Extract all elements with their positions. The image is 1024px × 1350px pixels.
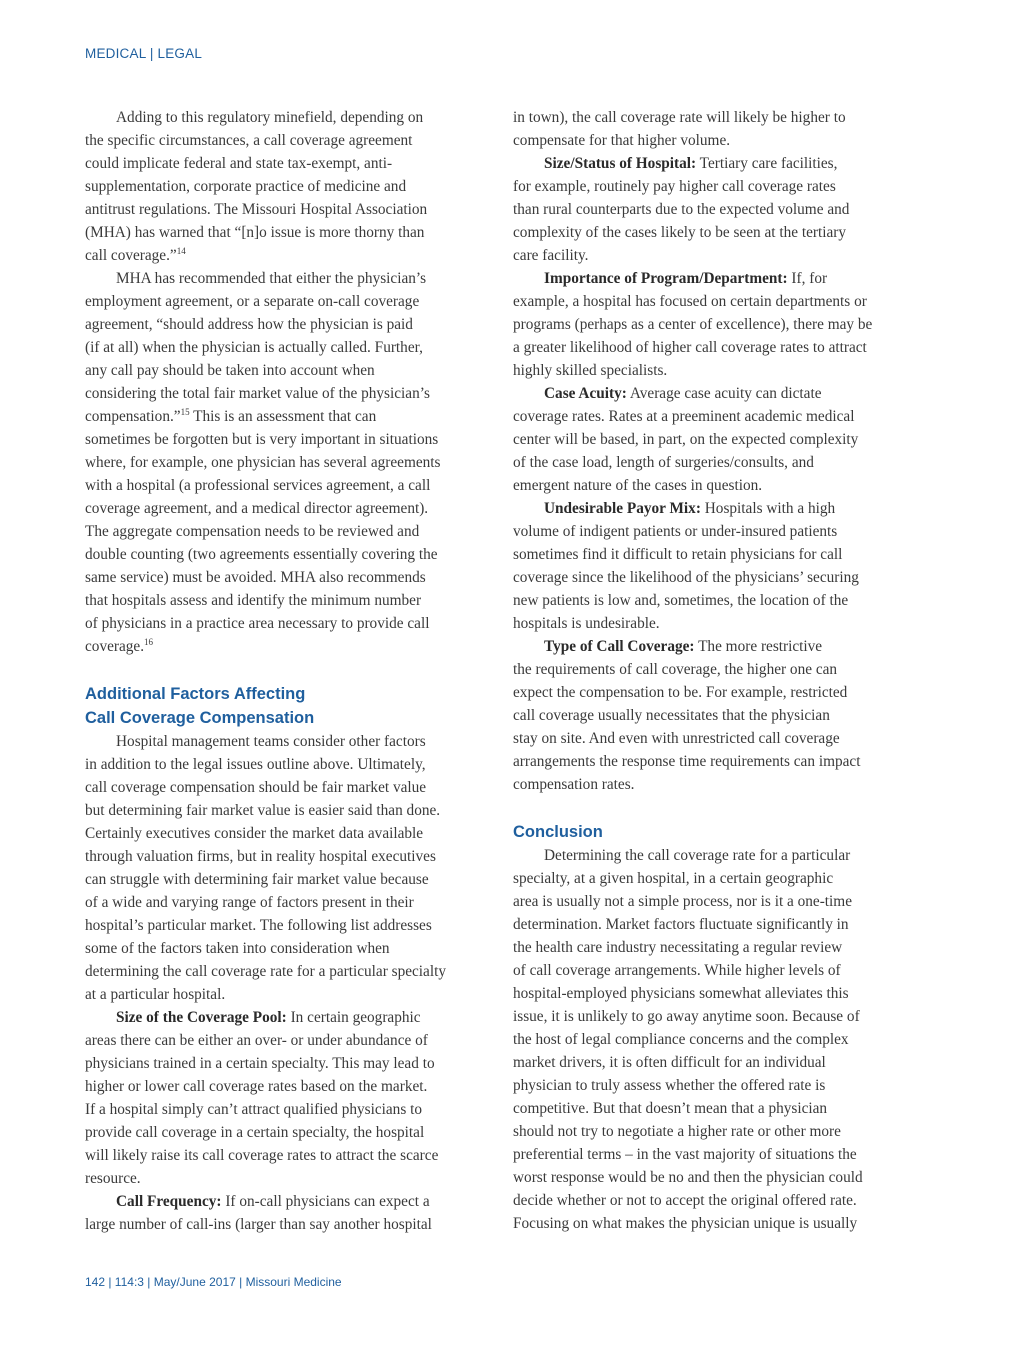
paragraph-regulatory-minefield [85,106,495,244]
paragraph-line: competitive. But that doesn’t mean that a physician [513,1100,828,1117]
paragraph-line: coverage agreement, and a medical director agreement). [85,500,429,517]
paragraph-line: at a particular hospital. [85,986,226,1003]
paragraph-line: where, for example, one physician has several agreements [85,454,441,471]
paragraph-line: will likely raise its call coverage rates to attract the scarce [85,1147,439,1164]
paragraph-line: compensate for that higher volume. [513,132,731,149]
paragraph-line: (MHA) has warned that “[n]o issue is more thorny than [85,224,425,241]
paragraph-line: decide whether or not to accept the original offered rate. [513,1192,857,1209]
paragraph-line: coverage.$^{16}$ [85,637,154,655]
paragraph-line: hospitals is undesirable. [513,615,660,632]
paragraph-line: for example, routinely pay higher call coverage rates [513,178,836,195]
paragraph-line: through valuation firms, but in reality hospital executives [85,848,436,865]
paragraph-call-frequency-cont [513,106,923,152]
factor-undesirable-payor-mix: Undesirable Payor Mix: Hospitals with a high [544,500,836,517]
right-column [513,106,923,1235]
paragraph-line: employment agreement, or a separate on-call coverage [85,293,420,310]
paragraph-line: Determining the call coverage rate for a particular [544,847,851,864]
footnote-ref-16: 16 [144,637,154,647]
left-column [85,106,495,1236]
paragraph-line: considering the total fair market value of the physician’s [85,385,430,402]
paragraph-line: worst response would be no and then the physician could [513,1169,863,1186]
section-heading-conclusion: Conclusion [513,823,603,841]
paragraph-line: Hospital management teams consider other factors [116,733,426,750]
paragraph-line: compensation rates. [513,776,635,793]
factor-size-status-of-hospital: Size/Status of Hospital: Tertiary care facilities, [544,155,838,172]
paragraph-line: compensation.”$^{15}$ This is an assessment that can [85,407,377,425]
paragraph-line: volume of indigent patients or under-insured patients [513,523,838,540]
paragraph-line: complexity of the cases likely to be seen at the tertiary [513,224,847,241]
section-heading-additional-factors: Additional Factors Affecting [85,685,306,703]
paragraph-line: the requirements of call coverage, the higher one can [513,661,838,678]
factor-importance-of-program: Importance of Program/Department: If, for [544,270,828,287]
paragraph-line: higher or lower call coverage rates based on the market. [85,1078,428,1095]
paragraph-payor-mix [513,520,923,635]
footnote-ref-14: 14 [176,246,186,256]
factor-label: Type of Call Coverage: [544,638,695,655]
paragraph-line: the host of legal compliance concerns and the complex [513,1031,849,1048]
paragraph-line: market drivers, it is often difficult for an individual [513,1054,826,1071]
paragraph-line: center will be based, in part, on the expected complexity [513,431,859,448]
factor-label: Undesirable Payor Mix: [544,500,701,517]
paragraph-line: coverage since the likelihood of the physicians’ securing [513,569,859,586]
paragraph-line: call coverage.”$^{14}$ [85,246,186,264]
paragraph-line: of a wide and varying range of factors present in their [85,894,414,911]
paragraph-line: emergent nature of the cases in question. [513,477,763,494]
paragraph-line: of physicians in a practice area necessary to provide call [85,615,430,632]
paragraph-line: some of the factors taken into consideration when [85,940,390,957]
paragraph-line: that hospitals assess and identify the minimum number [85,592,422,609]
factor-call-frequency: Call Frequency: If on-call physicians can expect a [116,1193,430,1210]
paragraph-call-frequency [85,1213,495,1236]
paragraph-line: should not try to negotiate a higher rate or other more [513,1123,841,1140]
paragraph-line: expect the compensation to be. For example, restricted [513,684,848,701]
paragraph-line: determining the call coverage rate for a particular specialty [85,963,446,980]
paragraph-importance-program [513,290,923,382]
paragraph-line: hospital’s particular market. The following list addresses [85,917,432,934]
paragraph-line: with a hospital (a professional services agreement, a call [85,477,431,494]
section-heading-call-coverage-compensation: Call Coverage Compensation [85,709,315,727]
paragraph-line: any call pay should be taken into account when [85,362,375,379]
paragraph-line: If a hospital simply can’t attract qualified physicians to [85,1101,423,1118]
paragraph-line: provide call coverage in a certain specialty, the hospital [85,1124,425,1141]
factor-label: Size/Status of Hospital: [544,155,697,172]
factor-type-of-call-coverage: Type of Call Coverage: The more restrictive [544,638,823,655]
paragraph-line: agreement, “should address how the physician is paid [85,316,413,333]
paragraph-line: same service) must be avoided. MHA also recommends [85,569,426,586]
paragraph-line: issue, it is unlikely to go away anytime soon. Because of [513,1008,860,1025]
paragraph-size-status [513,175,923,267]
factor-label: Size of the Coverage Pool: [116,1009,287,1026]
paragraph-line: sometimes find it difficult to retain physicians for call [513,546,843,563]
paragraph-line: physicians trained in a certain specialty. This may lead to [85,1055,435,1072]
paragraph-management-teams [85,730,495,1006]
paragraph-line: area is usually not a simple process, nor is it a one-time [513,893,852,910]
paragraph-case-acuity [513,405,923,497]
paragraph-line: stay on site. And even with unrestricted call coverage [513,730,840,747]
paragraph-line: double counting (two agreements essentially covering the [85,546,438,563]
paragraph-line: (if at all) when the physician is actually called. Further, [85,339,423,356]
factor-label: Importance of Program/Department: [544,270,788,287]
paragraph-line: supplementation, corporate practice of medicine and [85,178,407,195]
paragraph-line: in addition to the legal issues outline above. Ultimately, [85,756,426,773]
paragraph-line: specialty, at a given hospital, in a certain geographic [513,870,834,887]
factor-label: Case Acuity: [544,385,627,402]
paragraph-line: resource. [85,1170,141,1187]
paragraph-line: areas there can be either an over- or under abundance of [85,1032,428,1049]
paragraph-line: the specific circumstances, a call coverage agreement [85,132,413,149]
paragraph-line: call coverage compensation should be fair market value [85,779,427,796]
factor-case-acuity: Case Acuity: Average case acuity can dictate [544,385,822,402]
paragraph-mha-recommendation [85,267,495,405]
paragraph-line: care facility. [513,247,589,264]
paragraph-line: could implicate federal and state tax-exempt, anti- [85,155,393,172]
footnote-ref-15: 15 [180,407,190,417]
paragraph-type-of-call-coverage [513,658,923,796]
paragraph-line: call coverage usually necessitates that the physician [513,707,830,724]
paragraph-line: in town), the call coverage rate will likely be higher to [513,109,846,126]
factor-label: Call Frequency: [116,1193,222,1210]
paragraph-line: the health care industry necessitating a regular review [513,939,843,956]
paragraph-line: than rural counterparts due to the expected volume and [513,201,850,218]
paragraph-line: example, a hospital has focused on certain departments or [513,293,867,310]
paragraph-coverage-pool [85,1029,495,1190]
page-footer: 142 | 114:3 | May/June 2017 | Missouri Medicine [85,1275,342,1289]
paragraph-line: highly skilled specialists. [513,362,668,379]
paragraph-line: large number of call-ins (larger than say another hospital [85,1216,432,1233]
paragraph-line: sometimes be forgotten but is very important in situations [85,431,439,448]
paragraph-line: determination. Market factors fluctuate significantly in [513,916,849,933]
factor-size-of-coverage-pool: Size of the Coverage Pool: In certain geographic [116,1009,421,1026]
paragraph-line: arrangements the response time requirements can impact [513,753,861,770]
paragraph-line: Focusing on what makes the physician unique is usually [513,1215,858,1232]
paragraph-line: coverage rates. Rates at a preeminent academic medical [513,408,855,425]
paragraph-line: but determining fair market value is easier said than done. [85,802,441,819]
paragraph-line: programs (perhaps as a center of excellence), there may be [513,316,873,333]
paragraph-line: new patients is low and, sometimes, the location of the [513,592,849,609]
paragraph-line: a greater likelihood of higher call coverage rates to attract [513,339,867,356]
paragraph-line: of the case load, length of surgeries/consults, and [513,454,814,471]
paragraph-conclusion [513,844,923,1235]
paragraph-line: physician to truly assess whether the offered rate is [513,1077,826,1094]
paragraph-line: The aggregate compensation needs to be reviewed and [85,523,420,540]
paragraph-line: preferential terms – in the vast majority of situations the [513,1146,857,1163]
paragraph-line: MHA has recommended that either the physician’s [116,270,427,287]
paragraph-mha-recommendation-cont [85,428,495,635]
paragraph-line: can struggle with determining fair market value because [85,871,429,888]
paragraph-line: antitrust regulations. The Missouri Hospital Association [85,201,428,218]
paragraph-line: hospital-employed physicians somewhat alleviates this [513,985,849,1002]
paragraph-line: of call coverage arrangements. While higher levels of [513,962,841,979]
section-tag: MEDICAL | LEGAL [85,46,203,61]
paragraph-line: Adding to this regulatory minefield, depending on [116,109,424,126]
paragraph-line: Certainly executives consider the market data available [85,825,424,842]
